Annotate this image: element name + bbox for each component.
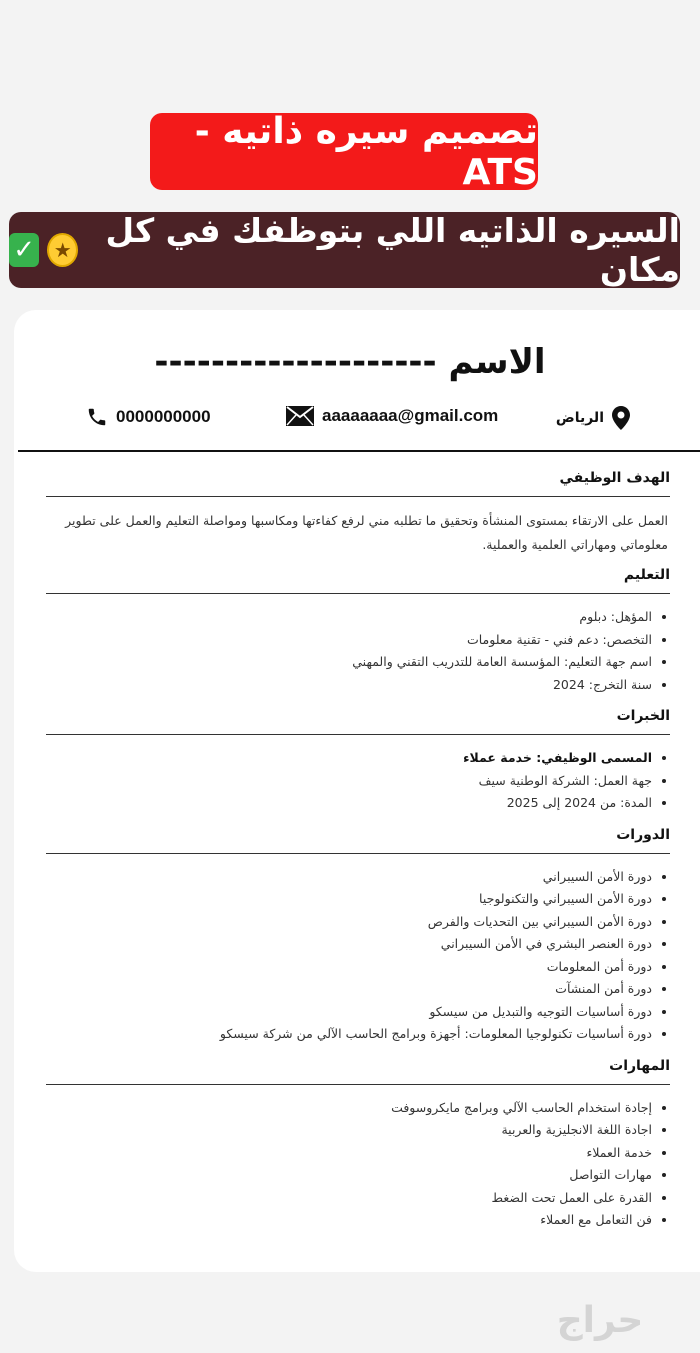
courses-list (46, 866, 670, 1046)
list-item: دورة العنصر البشري في الأمن السيبراني (46, 933, 670, 956)
location-pin-icon (612, 406, 630, 430)
list-item: مهارات التواصل (46, 1164, 670, 1187)
list-item: دورة الأمن السيبراني (46, 866, 670, 889)
courses-title: الدورات (616, 826, 670, 843)
objective-text: العمل على الارتقاء بمستوى المنشأة وتحقيق ما تطلبه مني لرفع كفاءتها ومكاسبها ومواصلة التعليم والعمل على تطوير معلوماتي ومهاراتي العلمية والعملية. (65, 513, 668, 552)
subtitle-banner (9, 212, 680, 288)
section-divider (46, 496, 670, 497)
skills-list (46, 1097, 670, 1232)
star-struck-face-icon: ★ (47, 233, 78, 267)
check-mark-icon: ✓ (9, 233, 39, 267)
experience-list (46, 747, 670, 815)
contact-phone (86, 406, 211, 428)
header-divider (18, 450, 700, 452)
list-item: المسمى الوظيفي: خدمة عملاء (46, 747, 670, 770)
list-item: المدة: من 2024 إلى 2025 (46, 792, 670, 815)
title-banner (150, 110, 538, 193)
skills-title: المهارات (609, 1057, 670, 1074)
phone-text[interactable]: 0000000000 (116, 407, 211, 426)
list-item: خدمة العملاء (46, 1142, 670, 1165)
list-item: دورة أساسيات تكنولوجيا المعلومات: أجهزة وبرامج الحاسب الآلي من شركة سيسكو (46, 1023, 670, 1046)
education-list (46, 606, 670, 696)
resume-body (46, 470, 670, 1244)
list-item: المؤهل: دبلوم (46, 606, 670, 629)
list-item: اسم جهة التعليم: المؤسسة العامة للتدريب التقني والمهني (46, 651, 670, 674)
list-item: دورة أمن المنشآت (46, 978, 670, 1001)
list-item: فن التعامل مع العملاء (46, 1209, 670, 1232)
resume-name: الاسم -------------------- (154, 342, 546, 382)
watermark-logo: حراج (556, 1300, 644, 1341)
list-item: جهة العمل: الشركة الوطنية سيف (46, 770, 670, 793)
email-text[interactable]: aaaaaaaa@gmail.com (322, 406, 499, 425)
list-item: دورة الأمن السيبراني بين التحديات والفرص (46, 911, 670, 934)
contact-location (556, 406, 630, 430)
education-title: التعليم (623, 567, 670, 583)
objective-title: الهدف الوظيفي (559, 470, 670, 486)
list-item: إجادة استخدام الحاسب الآلي وبرامج مايكروسوفت (46, 1097, 670, 1120)
list-item: دورة أمن المعلومات (46, 956, 670, 979)
list-item: سنة التخرج: 2024 (46, 674, 670, 697)
list-item: دورة الأمن السيبراني والتكنولوجيا (46, 888, 670, 911)
phone-icon (86, 406, 108, 428)
subtitle-banner-text: السيره الذاتيه اللي بتوظفك في كل مكان (105, 211, 680, 289)
section-divider (46, 734, 670, 735)
section-divider (46, 1084, 670, 1085)
list-item: دورة أساسيات التوجيه والتبديل من سيسكو (46, 1001, 670, 1024)
list-item: اجادة اللغة الانجليزية والعربية (46, 1119, 670, 1142)
experience-title: الخبرات (616, 708, 670, 724)
envelope-icon (286, 406, 314, 426)
location-text: الرياض (555, 410, 604, 426)
title-banner-text: تصميم سيره ذاتيه - ATS (194, 110, 538, 193)
section-divider (46, 593, 670, 594)
list-item: التخصص: دعم فني - تقنية معلومات (46, 629, 670, 652)
list-item: القدرة على العمل تحت الضغط (46, 1187, 670, 1210)
contact-email (286, 406, 498, 426)
section-divider (46, 853, 670, 854)
